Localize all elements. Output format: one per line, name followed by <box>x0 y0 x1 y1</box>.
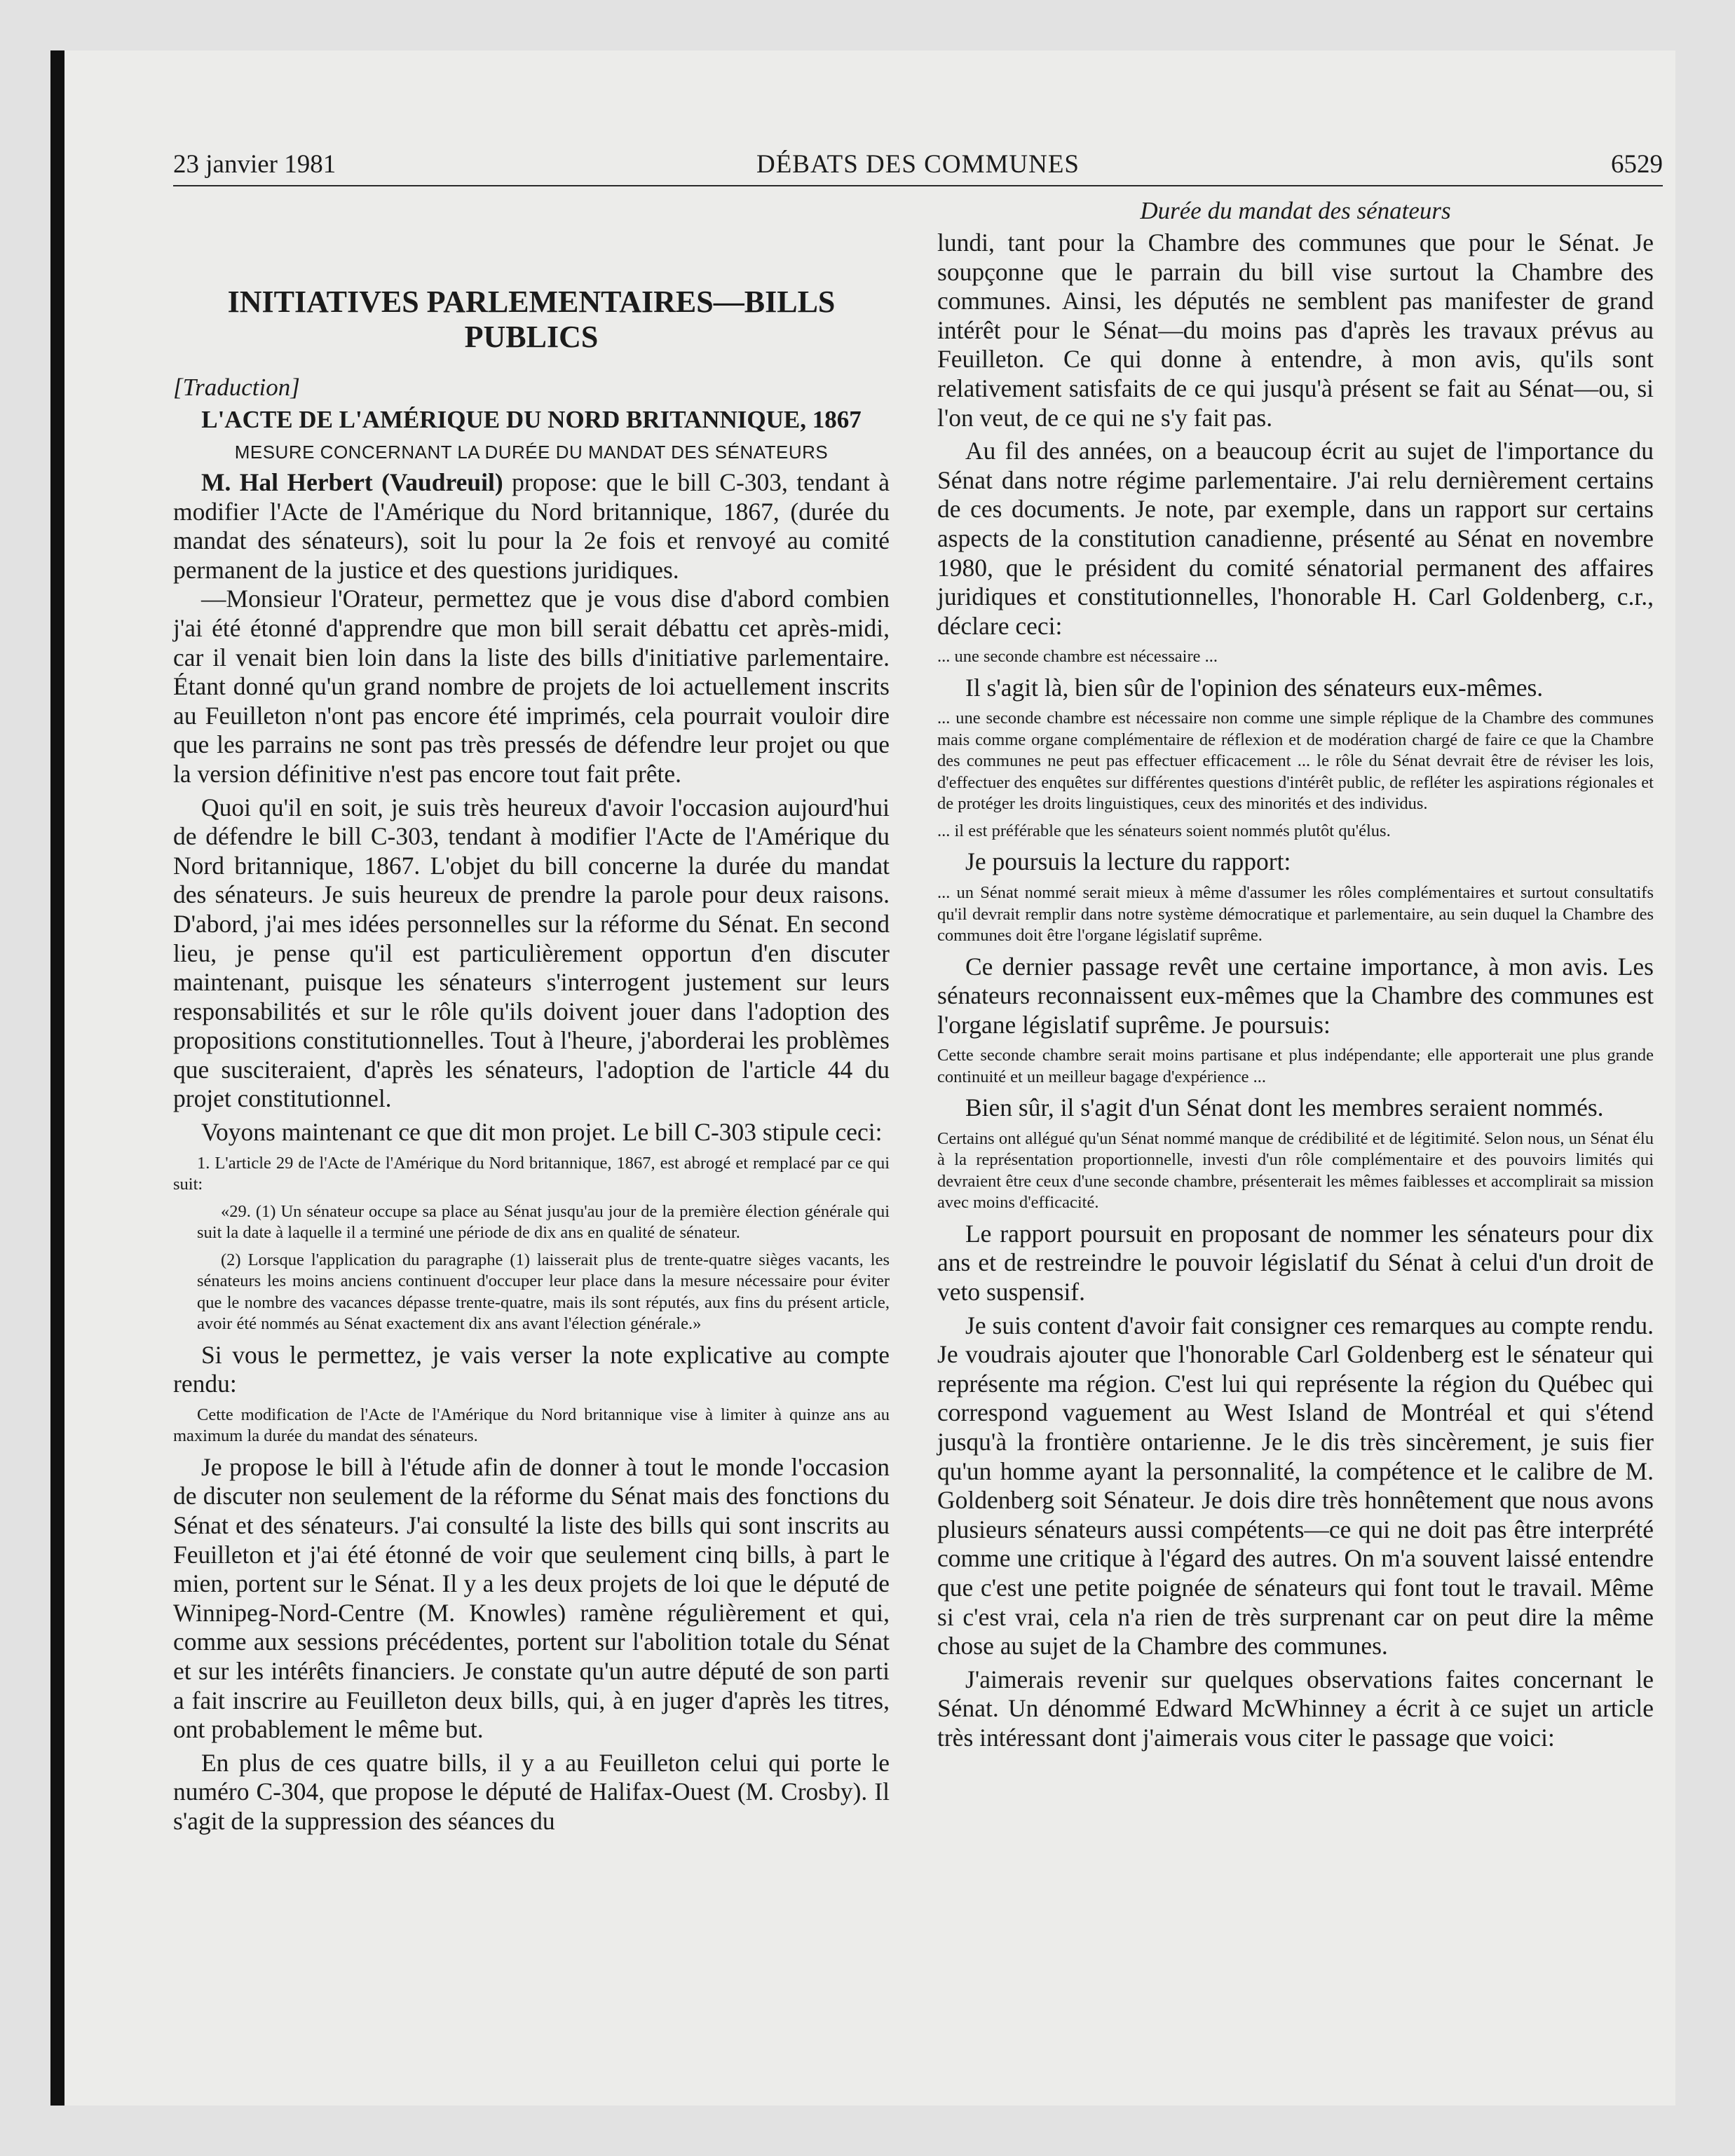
paragraph: J'aimerais revenir sur quelques observations faites concernant le Sénat. Un dénommé Edward McWhinney a écrit à ce sujet un article très intéressant dont j'aimerais vous citer le passage que voici: <box>937 1665 1654 1752</box>
block-quote: 1. L'article 29 de l'Acte de l'Amérique du Nord britannique, 1867, est abrogé et remplacé par ce qui suit: <box>173 1153 890 1194</box>
paragraph: lundi, tant pour la Chambre des communes que pour le Sénat. Je soupçonne que le parrain du bill vise surtout la Chambre des communes. Ainsi, les députés ne semblent pas manifester de grand intérêt pour le Sénat—du moins pas d'après les travaux prévus au Feuilleton. Ce qui donne à entendre, à mon avis, qu'ils sont relativement satisfaits de ce qui jusqu'à présent se fait au Sénat—ou, si l'on veut, de ce qui ne s'y fait pas. <box>937 228 1654 432</box>
running-subtitle: Durée du mandat des sénateurs <box>1140 197 1451 224</box>
block-quote: ... une seconde chambre est nécessaire non comme une simple réplique de la Chambre des communes mais comme organe complémentaire de réflexion et de modération chargé de faire ce que la Chambre des communes ne peut pas effectuer efficacement ... le rôle du Sénat devrait être de réviser les lois, d'effectuer des enquêtes sur différentes questions d'intérêt public, de refléter les aspirations régionales et de protéger les droits linguistiques, ceux des minorités et des individus. <box>937 709 1654 814</box>
paragraph: Je suis content d'avoir fait consigner ces remarques au compte rendu. Je voudrais ajouter que l'honorable Carl Goldenberg est le sénateur qui représente ma région. C'est lui qui représente la région du Québec qui correspond vaguement au West Island de Montréal et qui s'étend jusqu'à la frontière ontarienne. Je le dis très sincèrement, je suis fier qu'un homme ayant la personnalité, la compétence et le calibre de M. Goldenberg soit Sénateur. Je dois dire très honnêtement que nous avons plusieurs sénateurs aussi compétents—ce qui ne doit pas être interprété comme une critique à l'égard des autres. On m'a souvent laissé entendre que c'est une petite poignée de sénateurs qui font tout le travail. Même si c'est vrai, cela n'a rien de très surprenant car on peut dire la même chose au sujet de la Chambre des communes. <box>937 1311 1654 1660</box>
header-publication: DÉBATS DES COMMUNES <box>756 150 1080 179</box>
paragraph: Voyons maintenant ce que dit mon projet. Le bill C-303 stipule ceci: <box>201 1118 883 1147</box>
block-quote: (2) Lorsque l'application du paragraphe (1) laisserait plus de trente-quatre sièges vacants, les sénateurs les moins anciens continuent d'occuper leur place dans la mesure nécessaire pour éviter que le nombre des vacances dépasse trente-quatre, mais ils sont réputés, aux fins du présent article, avoir été nommés au Sénat exactement dix ans avant l'élection générale.» <box>197 1250 890 1334</box>
paragraph: Au fil des années, on a beaucoup écrit au sujet de l'importance du Sénat dans notre régime parlementaire. J'ai relu dernièrement certains de ces documents. Je note, par exemple, dans un rapport sur certains aspects de la constitution canadienne, présenté au Sénat en novembre 1980, que le président du comité sénatorial permanent des affaires juridiques et constitutionnelles, l'honorable H. Carl Goldenberg, c.r., déclare ceci: <box>937 437 1654 640</box>
scan-edge-bar <box>50 50 64 2106</box>
paragraph: Bien sûr, il s'agit d'un Sénat dont les membres seraient nommés. <box>965 1093 1604 1122</box>
block-quote: «29. (1) Un sénateur occupe sa place au Sénat jusqu'au jour de la première élection générale qui suit la date à laquelle il a terminé une période de dix ans en qualité de sénateur. <box>197 1201 890 1243</box>
block-quote: ... une seconde chambre est nécessaire ... <box>937 647 1218 667</box>
block-quote: Certains ont allégué qu'un Sénat nommé manque de crédibilité et de légitimité. Selon nous, un Sénat élu à la représentation proportionnelle, investi d'un rôle complémentaire et des pouvoirs limités qui devraient être ceux d'une seconde chambre, présenterait les mêmes faiblesses et accomplirait sa mission avec moins d'efficacité. <box>937 1128 1654 1213</box>
block-quote: ... un Sénat nommé serait mieux à même d'assumer les rôles complémentaires et surtout consultatifs qu'il devrait remplir dans notre système démocratique et parlementaire, au sein duquel la Chambre des communes doit être l'organe législatif suprême. <box>937 883 1654 945</box>
right-column <box>937 196 1654 1753</box>
document-page <box>50 50 1675 2106</box>
header-date: 23 janvier 1981 <box>173 150 336 179</box>
block-quote: ... il est préférable que les sénateurs soient nommés plutôt qu'élus. <box>937 821 1391 840</box>
bill-title: L'ACTE DE L'AMÉRIQUE DU NORD BRITANNIQUE, 1867 <box>201 406 862 433</box>
left-column <box>173 196 890 1836</box>
header-page-number: 6529 <box>1611 150 1663 179</box>
paragraph: Quoi qu'il en soit, je suis très heureux d'avoir l'occasion aujourd'hui de défendre le bill C-303, tendant à modifier l'Acte de l'Amérique du Nord britannique, 1867. L'objet du bill concerne la durée du mandat des sénateurs. Je suis heureux de prendre la parole pour deux raisons. D'abord, j'ai mes idées personnelles sur la réforme du Sénat. En second lieu, je pense qu'il est particulièrement opportun d'en discuter maintenant, puisque les sénateurs s'interrogent justement sur leurs responsabilités et sur le rôle qu'ils doivent jouer dans l'adoption des propositions constitutionnelles. Tout à l'heure, j'aborderai les problèmes que susciteraient, d'après les sénateurs, l'adoption de l'article 44 du projet constitutionnel. <box>173 793 890 1113</box>
paragraph: Le rapport poursuit en proposant de nommer les sénateurs pour dix ans et de restreindre le pouvoir législatif du Sénat à celui d'un droit de veto suspensif. <box>937 1219 1654 1306</box>
section-title: INITIATIVES PARLEMENTAIRES—BILLS PUBLICS <box>227 285 836 354</box>
paragraph: Si vous le permettez, je vais verser la note explicative au compte rendu: <box>173 1340 890 1398</box>
running-header <box>173 147 1663 186</box>
traduction-note: [Traduction] <box>173 374 300 401</box>
block-quote: Cette modification de l'Acte de l'Amérique du Nord britannique vise à limiter à quinze ans au maximum la durée du mandat des sénateurs. <box>173 1405 890 1446</box>
speaker-name: M. Hal Herbert (Vaudreuil) <box>201 468 503 496</box>
paragraph <box>173 468 890 585</box>
paragraph: Ce dernier passage revêt une certaine importance, à mon avis. Les sénateurs reconnaissent eux-mêmes que la Chambre des communes est l'organe législatif suprême. Je poursuis: <box>937 952 1654 1039</box>
paragraph: Je propose le bill à l'étude afin de donner à tout le monde l'occasion de discuter non seulement de la réforme du Sénat mais des fonctions du Sénat et des sénateurs. J'ai consulté la liste des bills qui sont inscrits au Feuilleton et j'ai été étonné de voir que seulement cinq bills, à part le mien, portent sur le Sénat. Il y a les deux projets de loi que le député de Winnipeg-Nord-Centre (M. Knowles) ramène régulièrement et qui, comme aux sessions précédentes, portent sur l'abolition totale du Sénat et sur les intérêts financiers. Je constate qu'un autre député de son parti a fait inscrire au Feuilleton deux bills, qui, à en juger d'après les titres, ont probablement le même but. <box>173 1452 890 1744</box>
paragraph: En plus de ces quatre bills, il y a au Feuilleton celui qui porte le numéro C-304, que propose le député de Halifax-Ouest (M. Crosby). Il s'agit de la suppression des séances du <box>173 1748 890 1835</box>
paragraph: Je poursuis la lecture du rapport: <box>965 847 1291 876</box>
measure-subtitle: MESURE CONCERNANT LA DURÉE DU MANDAT DES SÉNATEURS <box>234 442 829 463</box>
block-quote: Cette seconde chambre serait moins partisane et plus indépendante; elle apporterait une plus grande continuité et un meilleur bagage d'expérience ... <box>937 1046 1654 1086</box>
paragraph: —Monsieur l'Orateur, permettez que je vous dise d'abord combien j'ai été étonné d'apprendre que mon bill serait débattu cet après-midi, car il venait bien loin dans la liste des bills d'initiative parlementaire. Étant donné qu'un grand nombre de projets de loi actuellement inscrits au Feuilleton n'ont pas encore été imprimés, cela pourrait vouloir dire que les parrains ne sont pas très pressés de défendre leur projet ou que la version définitive n'est pas encore tout fait prête. <box>173 585 890 788</box>
paragraph: Il s'agit là, bien sûr de l'opinion des sénateurs eux-mêmes. <box>965 673 1544 702</box>
paragraph-text: propose: que le bill C-303, tendant à modifier l'Acte de l'Amérique du Nord britannique, 1867, (durée du mandat des sénateurs), soit lu pour la 2e fois et renvoyé au comité permanent de la justice et des questions juridiques. <box>173 468 890 584</box>
